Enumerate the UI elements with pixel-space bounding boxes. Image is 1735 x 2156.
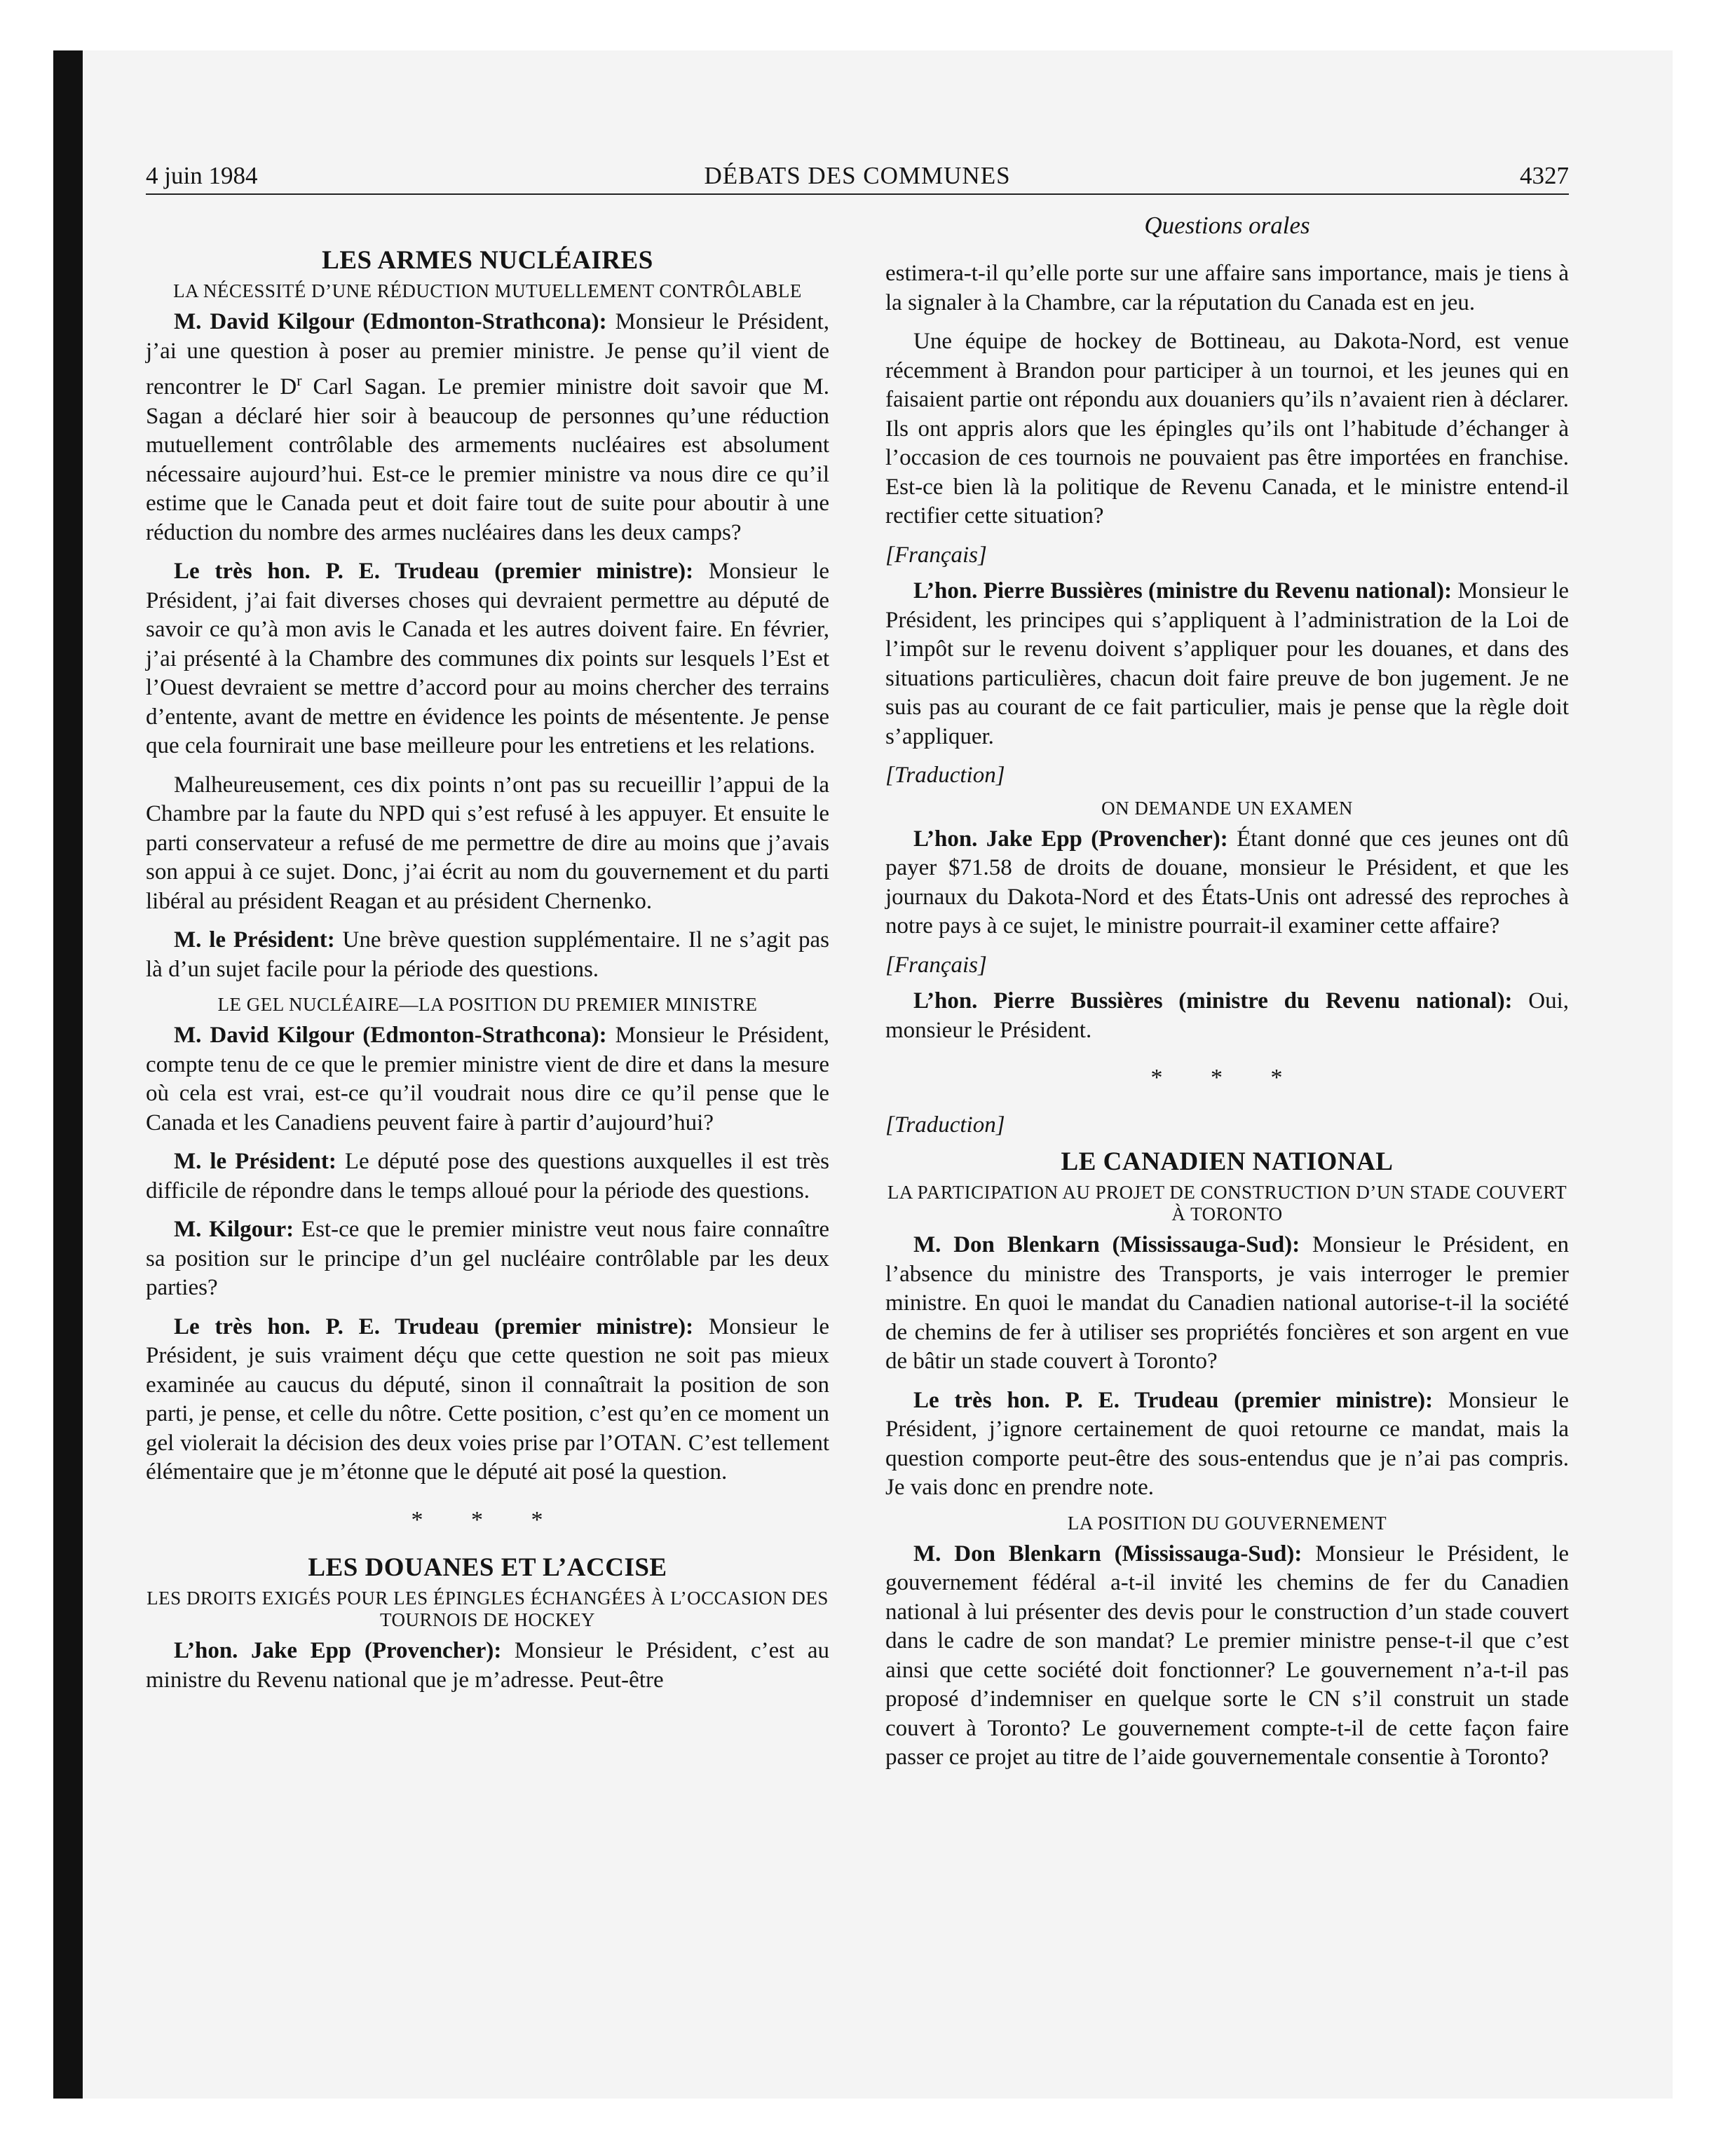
header-date: 4 juin 1984: [146, 162, 258, 189]
heading-nuclear-weapons: LES ARMES NUCLÉAIRES: [322, 246, 653, 275]
paragraph: [146, 1637, 829, 1695]
paragraph: Malheureusement, ces dix points n’ont pas su recueillir l’appui de la Chambre par la faute du NPD qui s’est refusé à les appuyer. Et ensuite le parti conservateur a refusé de me permettre de dire au moins que j’avais son appui à ce sujet. Donc, j’ai écrit au nom du gouvernement et du parti libéral au président Reagan et au président Chernenko.: [146, 772, 829, 914]
paragraph-text: Monsieur le Président, je suis vraiment déçu que cette question ne soit pas mieux examinée au caucus du député, sinon il connaîtrait la position de son parti, je pense, et celle du nôtre. Cette position, c’est qu’en ce moment un gel violerait la décision des deux voies prise par l’OTAN. C’est tellement élémentaire que je m’étonne que le député ait posé la question.: [146, 1314, 829, 1485]
speaker-name: M. Don Blenkarn (Mississauga-Sud):: [913, 1232, 1300, 1257]
paragraph-text: Monsieur le Président, les principes qui s’appliquent à l’administration de la Loi de l’impôt sur le revenu doivent s’appliquer pour les douanes, et dans des situations particulières, chacun doit faire preuve de bon jugement. Je ne suis pas au courant de ce fait particulier, mais je pense que la règle doit s’appliquer.: [885, 578, 1569, 749]
left-column: [146, 245, 829, 1705]
paragraph-text: Monsieur le Président, c’est au ministre du Revenu national que je m’adresse. Peut-être: [146, 1638, 829, 1693]
subheading-examination: ON DEMANDE UN EXAMEN: [1101, 797, 1353, 819]
paragraph-text: Monsieur le Président, en l’absence du ministre des Transports, je vais interroger le premier ministre. En quoi le mandat du Canadien national autorise-t-il la société de chemins de fer à utiliser ses propriétés foncières et son argent en vue de bâtir un stade couvert à Toronto?: [885, 1232, 1569, 1374]
subheading-hockey-pins: LES DROITS EXIGÉS POUR LES ÉPINGLES ÉCHANGÉES À L’OCCASION DES TOURNOIS DE HOCKEY: [147, 1588, 829, 1630]
paragraph: [885, 577, 1569, 751]
section-separator: * * *: [411, 1506, 564, 1533]
speaker-name: Le très hon. P. E. Trudeau (premier ministre):: [174, 1314, 694, 1339]
speaker-name: L’hon. Jake Epp (Provencher):: [913, 826, 1228, 852]
superscript: r: [297, 371, 302, 389]
paragraph: [885, 1231, 1569, 1377]
heading-canadian-national: LE CANADIEN NATIONAL: [1061, 1147, 1394, 1176]
paragraph: [885, 825, 1569, 941]
paragraph: [146, 926, 829, 984]
paragraph-text: Oui, monsieur le Président.: [885, 988, 1569, 1043]
speaker-name: L’hon. Pierre Bussières (ministre du Revenu national):: [913, 578, 1452, 603]
paragraph-text: Monsieur le Président, j’ai une question à poser au premier ministre. Je pense qu’il vient de rencontrer le D: [146, 309, 829, 400]
speaker-name: M. Don Blenkarn (Mississauga-Sud):: [913, 1541, 1302, 1567]
speaker-name: Le très hon. P. E. Trudeau (premier ministre):: [913, 1387, 1434, 1413]
subheading-government-position: LA POSITION DU GOUVERNEMENT: [1067, 1512, 1387, 1534]
paragraph-text: Carl Sagan. Le premier ministre doit savoir que M. Sagan a déclaré hier soir à beaucoup de personnes qu’une réduction mutuellement contrôlable des armements nucléaires est absolument nécessaire aujourd’hui. Est-ce le premier ministre va nous dire ce qu’il estime que le Canada peut et doit faire tout de suite pour aboutir à une réduction du nombre des armes nucléaires dans les deux camps?: [146, 374, 829, 545]
paragraph: [146, 1313, 829, 1487]
paragraph: [146, 308, 829, 547]
section-label: Questions orales: [1144, 212, 1310, 239]
language-note: [Français]: [885, 542, 987, 568]
paragraph: [885, 987, 1569, 1045]
speaker-name: M. David Kilgour (Edmonton-Strathcona):: [174, 1023, 607, 1048]
right-column: [885, 259, 1569, 1782]
paragraph-text: Monsieur le Président, compte tenu de ce que le premier ministre vient de dire et dans la mesure où cela est vrai, est-ce qu’il voudrait nous dire ce qu’il pense que le Canada et les Canadiens peuvent faire à partir d’aujourd’hui?: [146, 1023, 829, 1135]
paragraph-text: Le député pose des questions auxquelles il est très difficile de répondre dans le temps alloué pour la période des questions.: [146, 1149, 829, 1203]
speaker-name: M. Kilgour:: [174, 1217, 294, 1242]
paragraph-text: Étant donné que ces jeunes ont dû payer $71.58 de droits de douane, monsieur le Président, et que les journaux du Dakota-Nord et des États-Unis ont adressé des reproches à notre pays à ce sujet, le ministre pourrait-il examiner cette affaire?: [885, 826, 1569, 939]
running-header: [146, 160, 1569, 195]
paragraph: [885, 1386, 1569, 1503]
heading-customs-excise: LES DOUANES ET L’ACCISE: [308, 1553, 667, 1582]
speaker-name: Le très hon. P. E. Trudeau (premier ministre):: [174, 559, 694, 584]
speaker-name: M. le Président:: [174, 927, 335, 953]
section-separator: * * *: [1150, 1065, 1304, 1091]
subheading-mutual-reduction: LA NÉCESSITÉ D’UNE RÉDUCTION MUTUELLEMENT CONTRÔLABLE: [173, 280, 802, 301]
paragraph-text: Monsieur le Président, le gouvernement fédéral a-t-il invité les chemins de fer du Canadien national à lui présenter des devis pour le construction d’un stade couvert dans le cadre de son mandat? Le premier ministre pense-t-il que c’est ainsi que cette société doit fonctionner? Le gouvernement n’a-t-il pas proposé d’indemniser en quelque sorte le CN s’il construit un stade couvert à Toronto? Le gouvernement compte-t-il de cette façon faire passer ce projet au titre de l’aide gouvernementale consentie à Toronto?: [885, 1541, 1570, 1770]
paragraph-text: Une brève question supplémentaire. Il ne s’agit pas là d’un sujet facile pour la période des questions.: [146, 927, 829, 982]
paragraph-text: Est-ce que le premier ministre veut nous faire connaître sa position sur le principe d’un gel nucléaire contrôlable par les deux parties?: [146, 1217, 829, 1300]
paragraph: [885, 1540, 1569, 1773]
paragraph: [146, 557, 829, 761]
paragraph-text: Monsieur le Président, j’ai fait diverses choses qui devraient permettre au député de savoir ce qu’à mon avis le Canada et les autres doivent faire. En février, j’ai présenté à la Chambre des communes dix points sur lesquels l’Est et l’Ouest devraient se mettre d’accord pour au moins chercher des terrains d’entente, avant de mettre en évidence les points de mésentente. Je pense que cela fournirait une base meilleure pour les entretiens et les relations.: [146, 559, 829, 758]
speaker-name: M. le Président:: [174, 1149, 336, 1174]
paragraph: [146, 1021, 829, 1138]
paragraph: [146, 1215, 829, 1303]
speaker-name: L’hon. Jake Epp (Provencher):: [174, 1638, 502, 1663]
paragraph-text: Monsieur le Président, j’ignore certainement de quoi retourne ce mandat, mais la question comporte peut-être des sous-entendus que je n’ai pas compris. Je vais donc en prendre note.: [885, 1387, 1569, 1500]
language-note: [Traduction]: [885, 1112, 1005, 1138]
paragraph: estimera-t-il qu’elle porte sur une affaire sans importance, mais je tiens à la signaler à la Chambre, car la réputation du Canada est en jeu.: [885, 261, 1569, 315]
subheading-stadium-project: LA PARTICIPATION AU PROJET DE CONSTRUCTION D’UN STADE COUVERT À TORONTO: [887, 1182, 1567, 1224]
speaker-name: M. David Kilgour (Edmonton-Strathcona):: [174, 309, 607, 334]
language-note: [Traduction]: [885, 763, 1005, 788]
subheading-nuclear-freeze: LE GEL NUCLÉAIRE—LA POSITION DU PREMIER MINISTRE: [217, 994, 758, 1015]
paragraph: Une équipe de hockey de Bottineau, au Dakota-Nord, est venue récemment à Brandon pour participer à un tournoi, et les jeunes qui en faisaient partie ont répondu aux douaniers qu’ils n’avaient rien à déclarer. Ils ont appris alors que les épingles qu’ils ont l’habitude d’échanger à l’occasion de ces tournois ne pouvaient pas être importées en franchise. Est-ce bien là la politique de Revenu Canada, et le ministre entend-il rectifier cette situation?: [885, 329, 1569, 528]
document-page: [146, 160, 1570, 1770]
paragraph: [146, 1147, 829, 1206]
language-note: [Français]: [885, 952, 987, 978]
header-title: DÉBATS DES COMMUNES: [704, 162, 1011, 189]
speaker-name: L’hon. Pierre Bussières (ministre du Revenu national):: [913, 988, 1513, 1014]
page-number: 4327: [1520, 162, 1569, 189]
